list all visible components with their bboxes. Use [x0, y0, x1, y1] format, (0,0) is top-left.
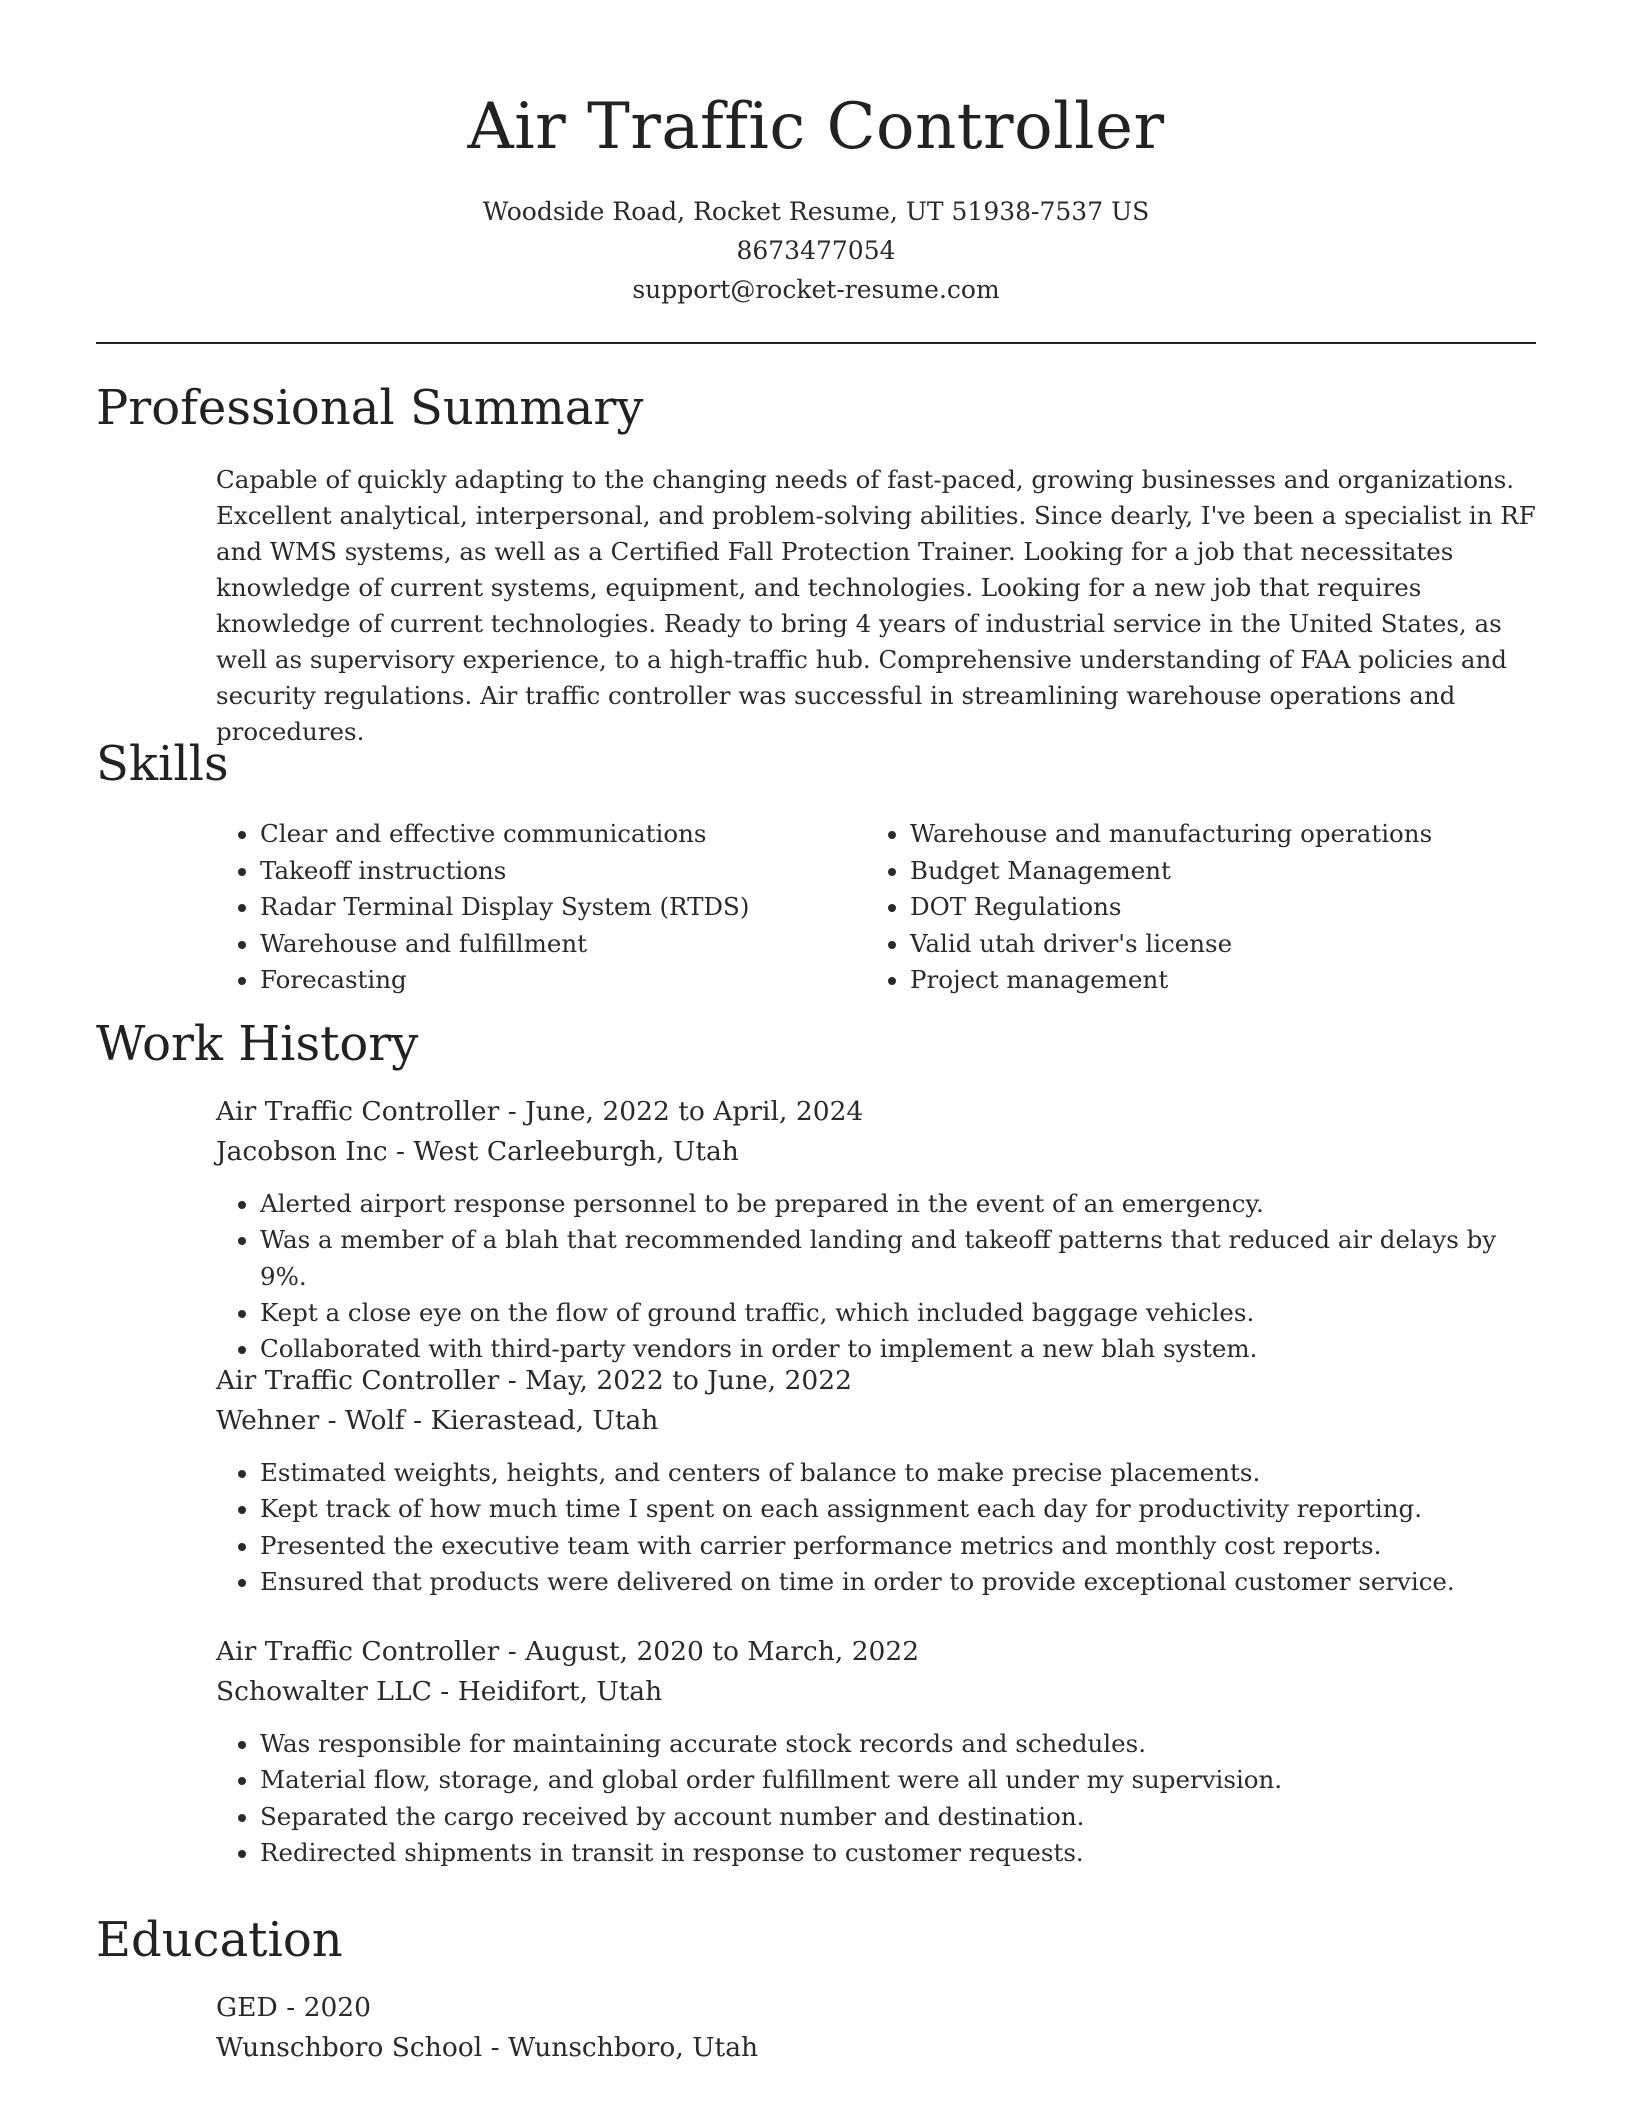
job-employer: Wehner - Wolf: [216, 1405, 405, 1436]
summary-text: Capable of quickly adapting to the changing needs of fast-paced, growing businesses and organizations. Excellent analytical, interpersonal, and problem-solving abilities. Since dearly, I've been a specialist in RF and WMS systems, as well as a Certified Fall Protection Trainer. Looking for a job that necessitates knowledge of current systems, equipment, and technologies. Looking for a new job that requires knowledge of current technologies. Ready to bring 4 years of industrial service in the United States, as well as supervisory experience, to a high-traffic hub. Comprehensive understanding of FAA policies and security regulations. Air traffic controller was successful in streamlining warehouse operations and procedures.: [216, 465, 1536, 746]
work-history-heading: Work History: [96, 1016, 419, 1072]
skill-item: • Takeoff instructions: [260, 853, 866, 890]
graduation-year: 2020: [303, 1992, 372, 2023]
job-title-line: Air Traffic Controller - June, 2022 to April, 2024: [216, 1096, 864, 1127]
job-entry: [216, 1632, 1536, 1871]
phone: 8673477054: [736, 236, 896, 265]
school-location: Wunschboro, Utah: [508, 2032, 759, 2063]
skills-list: [216, 816, 1536, 999]
job-title-line: Air Traffic Controller - May, 2022 to June, 2022: [216, 1365, 852, 1396]
job-title: Air Traffic Controller: [216, 1096, 500, 1127]
skills-column-right: [866, 816, 1516, 999]
job-title: Air Traffic Controller: [216, 1365, 500, 1396]
address: Woodside Road, Rocket Resume, UT 51938-7537 US: [482, 197, 1150, 226]
education-heading: Education: [96, 1912, 343, 1968]
job-bullet: • Redirected shipments in transit in response to customer requests.: [260, 1835, 1536, 1871]
job-title-line: Air Traffic Controller - August, 2020 to March, 2022: [216, 1636, 920, 1667]
job-bullets: [216, 1726, 1536, 1871]
job-location: West Carleeburgh, Utah: [413, 1136, 739, 1167]
skill-item: • Radar Terminal Display System (RTDS): [260, 889, 866, 926]
job-bullet: • Ensured that products were delivered on time in order to provide exceptional customer service.: [260, 1564, 1536, 1600]
job-bullets: [216, 1455, 1536, 1600]
email: support@rocket-resume.com: [632, 275, 1000, 304]
contact-block: [0, 192, 1632, 309]
job-bullet: • Kept a close eye on the flow of ground traffic, which included baggage vehicles.: [260, 1295, 1536, 1331]
job-bullet: • Presented the executive team with carrier performance metrics and monthly cost reports.: [260, 1528, 1536, 1564]
job-employer: Schowalter LLC: [216, 1676, 432, 1707]
job-dates: June, 2022 to April, 2024: [525, 1096, 864, 1127]
education-entry: [216, 1988, 1536, 2068]
skill-item: • Valid utah driver's license: [910, 926, 1516, 963]
job-bullet: • Collaborated with third-party vendors in order to implement a new blah system.: [260, 1331, 1536, 1367]
summary-heading: Professional Summary: [96, 380, 644, 436]
skills-heading: Skills: [96, 736, 229, 792]
degree: GED: [216, 1992, 278, 2023]
header-divider: [96, 342, 1536, 344]
skill-item: • Warehouse and fulfillment: [260, 926, 866, 963]
job-dates: May, 2022 to June, 2022: [525, 1365, 852, 1396]
job-bullet: • Material flow, storage, and global order fulfillment were all under my supervision.: [260, 1762, 1536, 1798]
job-title: Air Traffic Controller: [216, 1636, 500, 1667]
skill-item: • Clear and effective communications: [260, 816, 866, 853]
job-bullet: • Alerted airport response personnel to be prepared in the event of an emergency.: [260, 1186, 1536, 1222]
skill-item: • Forecasting: [260, 962, 866, 999]
school-name: Wunschboro School: [216, 2032, 483, 2063]
job-bullets: [216, 1186, 1536, 1367]
job-bullet: • Kept track of how much time I spent on each assignment each day for productivity reporting.: [260, 1491, 1536, 1527]
job-entry: [216, 1092, 1536, 1367]
candidate-name: Air Traffic Controller: [467, 90, 1165, 164]
education-degree-line: GED - 2020: [216, 1992, 372, 2023]
job-employer-line: Schowalter LLC - Heidifort, Utah: [216, 1676, 663, 1707]
skill-item: • Warehouse and manufacturing operations: [910, 816, 1516, 853]
skills-column-left: [216, 816, 866, 999]
job-bullet: • Was responsible for maintaining accurate stock records and schedules.: [260, 1726, 1536, 1762]
job-employer-line: Jacobson Inc - West Carleeburgh, Utah: [216, 1136, 739, 1167]
job-bullet: • Was a member of a blah that recommended landing and takeoff patterns that reduced air delays by 9%.: [260, 1222, 1536, 1295]
job-bullet: • Estimated weights, heights, and centers of balance to make precise placements.: [260, 1455, 1536, 1491]
skill-item: • Budget Management: [910, 853, 1516, 890]
job-location: Kierastead, Utah: [430, 1405, 659, 1436]
job-dates: August, 2020 to March, 2022: [525, 1636, 920, 1667]
skill-item: • Project management: [910, 962, 1516, 999]
education-school-line: Wunschboro School - Wunschboro, Utah: [216, 2032, 759, 2063]
job-employer-line: Wehner - Wolf - Kierastead, Utah: [216, 1405, 659, 1436]
skill-item: • DOT Regulations: [910, 889, 1516, 926]
job-bullet: • Separated the cargo received by account number and destination.: [260, 1799, 1536, 1835]
job-location: Heidifort, Utah: [457, 1676, 663, 1707]
resume-header: [0, 0, 1632, 309]
job-employer: Jacobson Inc: [216, 1136, 388, 1167]
job-entry: [216, 1361, 1536, 1600]
